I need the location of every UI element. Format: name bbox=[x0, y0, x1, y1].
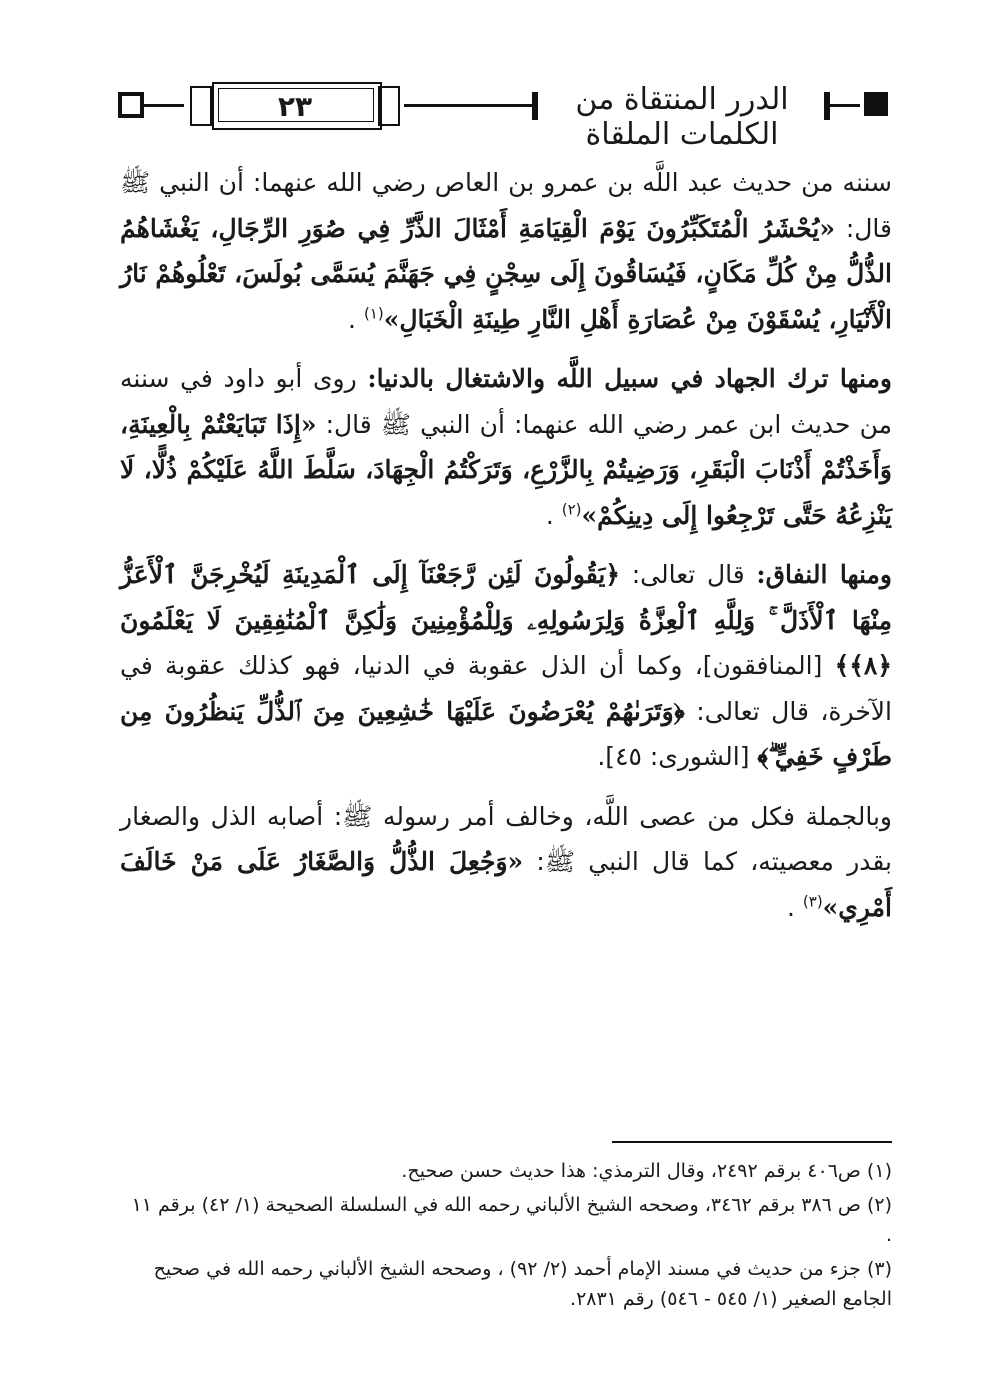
page-number-box bbox=[190, 78, 400, 132]
header-divider bbox=[532, 92, 538, 120]
paragraph-text: سننه من حديث عبد اللَّه بن عمرو بن العاص رضي الله عنهما: أن النبي ﷺ قال: bbox=[120, 168, 892, 243]
paragraph bbox=[120, 356, 892, 538]
section-heading: ومنها النفاق: bbox=[756, 560, 892, 589]
quran-verse: ﴿وَتَرَىٰهُمْ يُعْرَضُونَ عَلَيْهَا خَٰشِعِينَ مِنَ ٱلذُّلِّ يَنظُرُونَ مِن طَرْفٍ خَفِيٍّ ۗ﴾ bbox=[120, 696, 892, 771]
paragraph bbox=[120, 552, 892, 780]
paragraph-end: . bbox=[545, 500, 554, 530]
header-rule bbox=[142, 104, 184, 107]
book-title: الدرر المنتقاة من الكلمات الملقاة bbox=[575, 82, 789, 152]
header-ornament-left bbox=[118, 92, 144, 118]
header-ornament-right bbox=[864, 92, 888, 116]
hadith-quote: «إِذَا تَبَايَعْتُمْ بِالْعِينَةِ، وَأَخَذْتُمْ أَذْنَابَ الْبَقَرِ، وَرَضِيتُمْ بِالزَّرْعِ، وَتَرَكْتُمُ الْجِهَادَ، سَلَّطَ اللَّهُ عَلَيْكُمْ ذُلًّا، لَا يَنْزِعُهُ حَتَّى تَرْجِعُوا إِلَى دِينِكُمْ» bbox=[120, 409, 892, 530]
verse-reference: [الشورى: ٤٥]. bbox=[597, 742, 750, 771]
footnote: (١) ص٤٠٦ برقم ٢٤٩٢، وقال الترمذي: هذا حديث حسن صحيح. bbox=[401, 1160, 892, 1182]
header-rule bbox=[830, 104, 860, 107]
header-rule bbox=[404, 104, 532, 107]
paragraph bbox=[120, 160, 892, 342]
paragraph-text: قال تعالى: bbox=[631, 560, 745, 589]
hadith-quote: «يُحْشَرُ الْمُتَكَبِّرُونَ يَوْمَ الْقِيَامَةِ أَمْثَالَ الذَّرِّ فِي صُوَرِ الرِّجَالِ، يَغْشَاهُمُ الذُّلُّ مِنْ كُلِّ مَكَانٍ، فَيُسَاقُونَ إِلَى سِجْنٍ فِي جَهَنَّمَ يُسَمَّى بُولَسَ، تَعْلُوهُمْ نَارُ الْأَنْيَارِ، يُسْقَوْنَ مِنْ عُصَارَةِ أَهْلِ النَّارِ طِينَةِ الْخَبَالِ» bbox=[120, 213, 892, 334]
footnote: (٣) جزء من حديث في مسند الإمام أحمد (٢/ ٩٢) ، وصححه الشيخ الألباني رحمه الله في صحيح الجامع الصغير (١/ ٥٤٥ - ٥٤٦) رقم ٢٨٣١. bbox=[153, 1258, 892, 1310]
page-number: ٢٣ bbox=[277, 90, 313, 123]
paragraph bbox=[120, 794, 892, 931]
quran-verse: ﴿يَقُولُونَ لَئِن رَّجَعْنَآ إِلَى ٱلْمَدِينَةِ لَيُخْرِجَنَّ ٱلْأَعَزُّ مِنْهَا ٱلْأَذَلَّ ۚ وَلِلَّهِ ٱلْعِزَّةُ وَلِرَسُولِهِۦ وَلِلْمُؤْمِنِينَ وَلَٰكِنَّ ٱلْمُنَٰفِقِينَ لَا يَعْلَمُونَ ﴿٨﴾﴾ bbox=[120, 560, 892, 680]
footnote-ref[interactable]: (٢) bbox=[561, 500, 582, 519]
paragraph-text: روى أبو داود في سننه من حديث ابن عمر رضي الله عنهما: أن النبي ﷺ قال: bbox=[120, 364, 892, 439]
page-body bbox=[120, 160, 892, 944]
paragraph-end: . bbox=[348, 304, 356, 334]
footnote-ref[interactable]: (١) bbox=[363, 304, 384, 323]
hadith-quote: «وَجُعِلَ الذُّلُّ وَالصَّغَارُ عَلَى مَنْ خَالَفَ أَمْرِي» bbox=[120, 847, 892, 922]
footnote-separator bbox=[612, 1141, 892, 1143]
section-heading: ومنها ترك الجهاد في سبيل اللَّه والاشتغال بالدنيا: bbox=[367, 364, 892, 393]
footnote-ref[interactable]: (٣) bbox=[802, 892, 823, 911]
footnotes bbox=[120, 1156, 892, 1318]
footnote: (٢) ص ٣٨٦ برقم ٣٤٦٢، وصححه الشيخ الألباني رحمه الله في السلسلة الصحيحة (١/ ٤٢) برقم ١١ . bbox=[131, 1194, 892, 1246]
page-header bbox=[112, 78, 894, 152]
paragraph-text: [المنافقون]، وكما أن الذل عقوبة في الدنيا، فهو كذلك عقوبة في الآخرة، قال تعالى: bbox=[120, 651, 892, 726]
paragraph-text: وبالجملة فكل من عصى اللَّه، وخالف أمر رسوله ﷺ: أصابه الذل والصغار بقدر معصيته، كما قال النبي ﷺ: bbox=[120, 801, 892, 876]
paragraph-end: . bbox=[786, 892, 795, 922]
